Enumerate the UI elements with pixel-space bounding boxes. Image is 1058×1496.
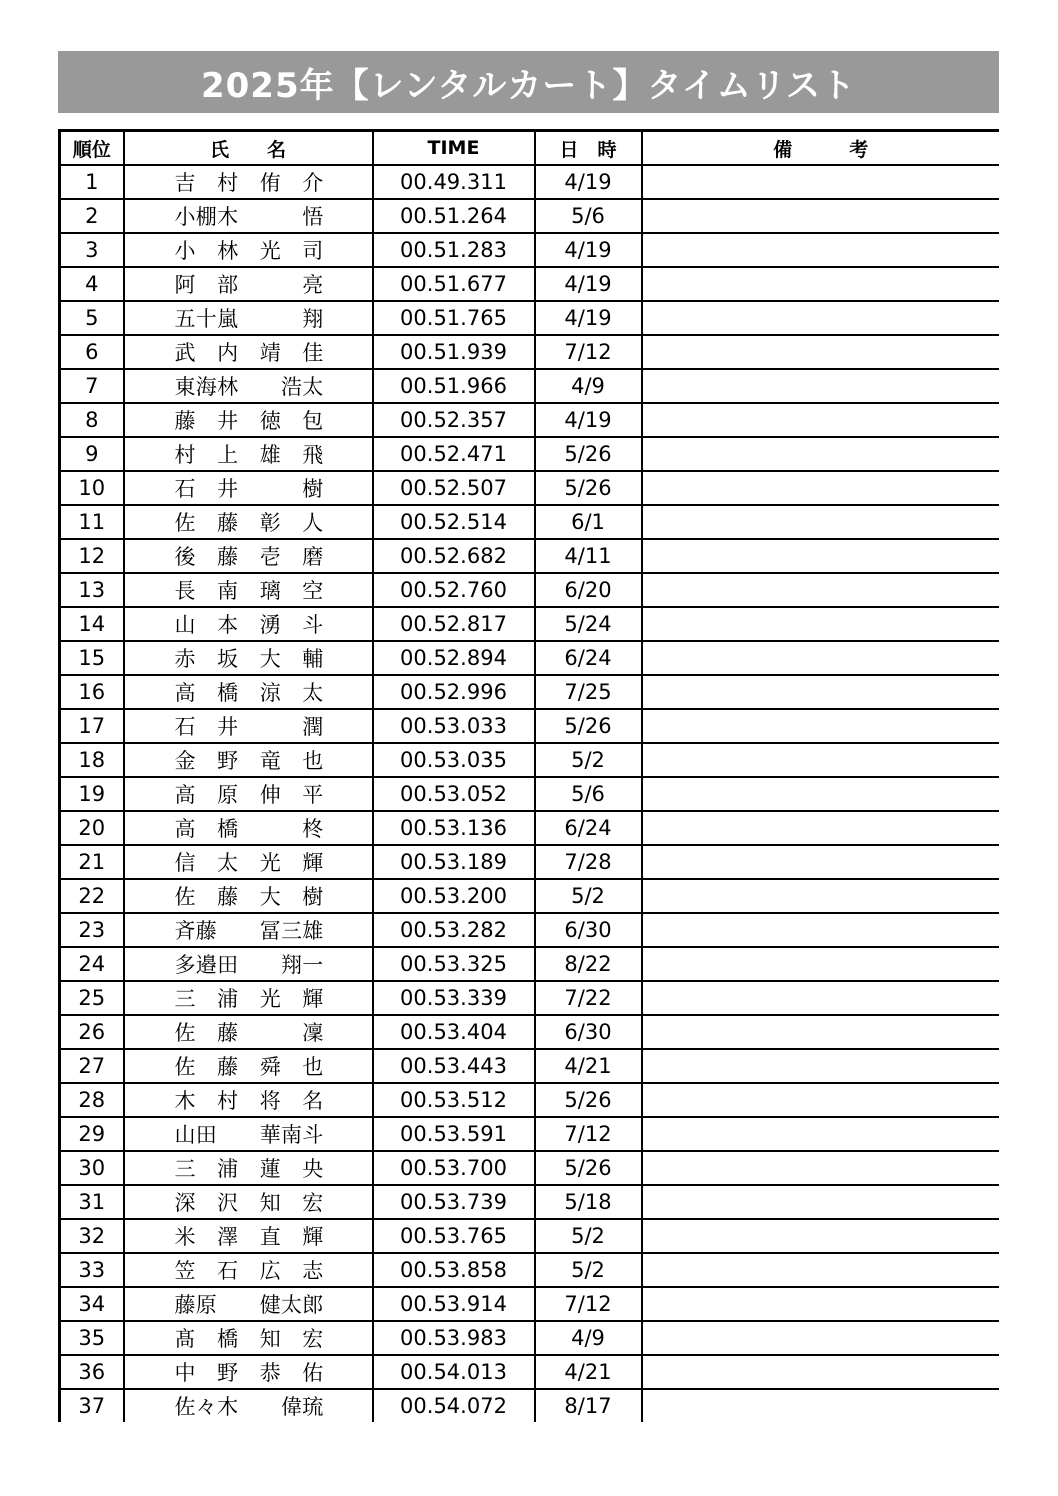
header-date: 日 時 xyxy=(535,131,642,166)
name-cell: 信 太 光 輝 xyxy=(124,845,373,879)
date-cell: 4/9 xyxy=(535,369,642,403)
table-row xyxy=(60,641,1000,675)
time-cell: 00.53.282 xyxy=(373,913,535,947)
time-cell: 00.53.512 xyxy=(373,1083,535,1117)
name-cell: 三 浦 蓮 央 xyxy=(124,1151,373,1185)
note-cell xyxy=(642,165,1000,199)
name-cell: 高 原 伸 平 xyxy=(124,777,373,811)
time-cell: 00.53.443 xyxy=(373,1049,535,1083)
date-cell: 5/6 xyxy=(535,199,642,233)
note-cell xyxy=(642,1321,1000,1355)
name-cell: 藤原 健太郎 xyxy=(124,1287,373,1321)
rank-cell: 5 xyxy=(60,301,124,335)
date-cell: 5/26 xyxy=(535,437,642,471)
date-cell: 7/12 xyxy=(535,1287,642,1321)
date-cell: 7/28 xyxy=(535,845,642,879)
rank-cell: 27 xyxy=(60,1049,124,1083)
name-cell: 深 沢 知 宏 xyxy=(124,1185,373,1219)
date-cell: 4/21 xyxy=(535,1049,642,1083)
note-cell xyxy=(642,811,1000,845)
table-row xyxy=(60,607,1000,641)
note-cell xyxy=(642,1253,1000,1287)
note-cell xyxy=(642,335,1000,369)
date-cell: 4/19 xyxy=(535,267,642,301)
name-cell: 阿 部 亮 xyxy=(124,267,373,301)
rank-cell: 18 xyxy=(60,743,124,777)
rank-cell: 2 xyxy=(60,199,124,233)
name-cell: 高 橋 柊 xyxy=(124,811,373,845)
rank-cell: 15 xyxy=(60,641,124,675)
table-row xyxy=(60,233,1000,267)
name-cell: 多邉田 翔一 xyxy=(124,947,373,981)
header-row xyxy=(60,131,1000,166)
date-cell: 8/17 xyxy=(535,1389,642,1422)
name-cell: 赤 坂 大 輔 xyxy=(124,641,373,675)
note-cell xyxy=(642,1389,1000,1422)
note-cell xyxy=(642,403,1000,437)
header-time: TIME xyxy=(373,131,535,166)
note-cell xyxy=(642,1355,1000,1389)
table-row xyxy=(60,1117,1000,1151)
date-cell: 4/21 xyxy=(535,1355,642,1389)
time-cell: 00.53.200 xyxy=(373,879,535,913)
page-title: 2025年【レンタルカート】タイムリスト xyxy=(200,65,857,106)
name-cell: 三 浦 光 輝 xyxy=(124,981,373,1015)
note-cell xyxy=(642,471,1000,505)
table-row xyxy=(60,1321,1000,1355)
note-cell xyxy=(642,437,1000,471)
date-cell: 6/24 xyxy=(535,641,642,675)
rank-cell: 12 xyxy=(60,539,124,573)
name-cell: 木 村 将 名 xyxy=(124,1083,373,1117)
time-cell: 00.52.817 xyxy=(373,607,535,641)
table-row xyxy=(60,1083,1000,1117)
rank-cell: 34 xyxy=(60,1287,124,1321)
name-cell: 高 橋 涼 太 xyxy=(124,675,373,709)
time-cell: 00.53.914 xyxy=(373,1287,535,1321)
table-row xyxy=(60,1253,1000,1287)
table-row xyxy=(60,1015,1000,1049)
rank-cell: 33 xyxy=(60,1253,124,1287)
table-row xyxy=(60,539,1000,573)
rank-cell: 28 xyxy=(60,1083,124,1117)
rank-cell: 1 xyxy=(60,165,124,199)
name-cell: 小棚木 悟 xyxy=(124,199,373,233)
table-row xyxy=(60,1389,1000,1422)
date-cell: 4/11 xyxy=(535,539,642,573)
time-cell: 00.51.765 xyxy=(373,301,535,335)
table-row xyxy=(60,267,1000,301)
name-cell: 髙 橋 知 宏 xyxy=(124,1321,373,1355)
note-cell xyxy=(642,369,1000,403)
table-row xyxy=(60,335,1000,369)
date-cell: 8/22 xyxy=(535,947,642,981)
table-row xyxy=(60,1355,1000,1389)
time-cell: 00.51.966 xyxy=(373,369,535,403)
rank-cell: 19 xyxy=(60,777,124,811)
time-cell: 00.52.514 xyxy=(373,505,535,539)
note-cell xyxy=(642,913,1000,947)
rank-cell: 11 xyxy=(60,505,124,539)
time-cell: 00.51.939 xyxy=(373,335,535,369)
time-cell: 00.51.677 xyxy=(373,267,535,301)
name-cell: 佐々木 偉琉 xyxy=(124,1389,373,1422)
note-cell xyxy=(642,675,1000,709)
name-cell: 石 井 樹 xyxy=(124,471,373,505)
name-cell: 佐 藤 舜 也 xyxy=(124,1049,373,1083)
name-cell: 五十嵐 翔 xyxy=(124,301,373,335)
name-cell: 金 野 竜 也 xyxy=(124,743,373,777)
table-row xyxy=(60,505,1000,539)
rank-cell: 23 xyxy=(60,913,124,947)
time-cell: 00.53.983 xyxy=(373,1321,535,1355)
note-cell xyxy=(642,267,1000,301)
time-cell: 00.51.283 xyxy=(373,233,535,267)
rank-cell: 35 xyxy=(60,1321,124,1355)
time-cell: 00.53.325 xyxy=(373,947,535,981)
time-cell: 00.52.894 xyxy=(373,641,535,675)
rank-cell: 24 xyxy=(60,947,124,981)
table-row xyxy=(60,675,1000,709)
name-cell: 藤 井 徳 包 xyxy=(124,403,373,437)
date-cell: 7/12 xyxy=(535,1117,642,1151)
table-row xyxy=(60,1185,1000,1219)
date-cell: 5/26 xyxy=(535,1083,642,1117)
name-cell: 佐 藤 大 樹 xyxy=(124,879,373,913)
rank-cell: 17 xyxy=(60,709,124,743)
note-cell xyxy=(642,199,1000,233)
note-cell xyxy=(642,947,1000,981)
date-cell: 7/22 xyxy=(535,981,642,1015)
note-cell xyxy=(642,1151,1000,1185)
time-cell: 00.52.760 xyxy=(373,573,535,607)
rank-cell: 6 xyxy=(60,335,124,369)
date-cell: 5/24 xyxy=(535,607,642,641)
name-cell: 米 澤 直 輝 xyxy=(124,1219,373,1253)
name-cell: 佐 藤 凜 xyxy=(124,1015,373,1049)
time-cell: 00.52.682 xyxy=(373,539,535,573)
name-cell: 中 野 恭 佑 xyxy=(124,1355,373,1389)
time-cell: 00.52.507 xyxy=(373,471,535,505)
time-cell: 00.54.013 xyxy=(373,1355,535,1389)
note-cell xyxy=(642,539,1000,573)
table-row xyxy=(60,403,1000,437)
note-cell xyxy=(642,1185,1000,1219)
time-cell: 00.54.072 xyxy=(373,1389,535,1422)
table-row xyxy=(60,913,1000,947)
name-cell: 山田 華南斗 xyxy=(124,1117,373,1151)
header-rank: 順位 xyxy=(60,131,124,166)
rank-cell: 21 xyxy=(60,845,124,879)
rank-cell: 3 xyxy=(60,233,124,267)
table-row xyxy=(60,709,1000,743)
date-cell: 5/2 xyxy=(535,743,642,777)
name-cell: 東海林 浩太 xyxy=(124,369,373,403)
note-cell xyxy=(642,1083,1000,1117)
date-cell: 6/20 xyxy=(535,573,642,607)
note-cell xyxy=(642,607,1000,641)
note-cell xyxy=(642,777,1000,811)
rank-cell: 9 xyxy=(60,437,124,471)
name-cell: 長 南 璃 空 xyxy=(124,573,373,607)
table-row xyxy=(60,301,1000,335)
date-cell: 5/2 xyxy=(535,1219,642,1253)
rank-cell: 8 xyxy=(60,403,124,437)
time-cell: 00.53.035 xyxy=(373,743,535,777)
header-note: 備 考 xyxy=(642,131,1000,166)
rank-cell: 26 xyxy=(60,1015,124,1049)
time-cell: 00.53.404 xyxy=(373,1015,535,1049)
date-cell: 7/12 xyxy=(535,335,642,369)
name-cell: 後 藤 壱 磨 xyxy=(124,539,373,573)
note-cell xyxy=(642,709,1000,743)
time-cell: 00.53.700 xyxy=(373,1151,535,1185)
rank-cell: 20 xyxy=(60,811,124,845)
note-cell xyxy=(642,573,1000,607)
table-row xyxy=(60,743,1000,777)
table-body xyxy=(60,165,1000,1422)
rank-cell: 32 xyxy=(60,1219,124,1253)
date-cell: 6/24 xyxy=(535,811,642,845)
table-row xyxy=(60,165,1000,199)
time-cell: 00.53.591 xyxy=(373,1117,535,1151)
date-cell: 4/19 xyxy=(535,403,642,437)
note-cell xyxy=(642,505,1000,539)
date-cell: 5/26 xyxy=(535,1151,642,1185)
time-cell: 00.53.858 xyxy=(373,1253,535,1287)
rank-cell: 22 xyxy=(60,879,124,913)
rank-cell: 13 xyxy=(60,573,124,607)
date-cell: 7/25 xyxy=(535,675,642,709)
table-row xyxy=(60,199,1000,233)
table-row xyxy=(60,777,1000,811)
rank-cell: 10 xyxy=(60,471,124,505)
time-cell: 00.52.996 xyxy=(373,675,535,709)
table-row xyxy=(60,573,1000,607)
note-cell xyxy=(642,301,1000,335)
table-row xyxy=(60,471,1000,505)
rank-cell: 36 xyxy=(60,1355,124,1389)
table-row xyxy=(60,947,1000,981)
rank-cell: 29 xyxy=(60,1117,124,1151)
table-row xyxy=(60,811,1000,845)
note-cell xyxy=(642,981,1000,1015)
note-cell xyxy=(642,1015,1000,1049)
table-row xyxy=(60,1287,1000,1321)
name-cell: 笠 石 広 志 xyxy=(124,1253,373,1287)
date-cell: 5/2 xyxy=(535,1253,642,1287)
title-banner xyxy=(58,51,999,113)
name-cell: 小 林 光 司 xyxy=(124,233,373,267)
rank-cell: 16 xyxy=(60,675,124,709)
note-cell xyxy=(642,233,1000,267)
time-cell: 00.53.136 xyxy=(373,811,535,845)
date-cell: 5/2 xyxy=(535,879,642,913)
date-cell: 4/9 xyxy=(535,1321,642,1355)
rank-cell: 7 xyxy=(60,369,124,403)
rank-cell: 14 xyxy=(60,607,124,641)
time-cell: 00.53.339 xyxy=(373,981,535,1015)
date-cell: 4/19 xyxy=(535,233,642,267)
name-cell: 佐 藤 彰 人 xyxy=(124,505,373,539)
time-cell: 00.51.264 xyxy=(373,199,535,233)
name-cell: 石 井 潤 xyxy=(124,709,373,743)
note-cell xyxy=(642,845,1000,879)
name-cell: 吉 村 侑 介 xyxy=(124,165,373,199)
time-cell: 00.52.357 xyxy=(373,403,535,437)
rank-cell: 37 xyxy=(60,1389,124,1422)
time-cell: 00.53.739 xyxy=(373,1185,535,1219)
note-cell xyxy=(642,641,1000,675)
name-cell: 武 内 靖 佳 xyxy=(124,335,373,369)
note-cell xyxy=(642,743,1000,777)
rank-cell: 25 xyxy=(60,981,124,1015)
date-cell: 5/18 xyxy=(535,1185,642,1219)
header-name: 氏 名 xyxy=(124,131,373,166)
date-cell: 6/30 xyxy=(535,913,642,947)
name-cell: 村 上 雄 飛 xyxy=(124,437,373,471)
note-cell xyxy=(642,1219,1000,1253)
time-cell: 00.53.765 xyxy=(373,1219,535,1253)
date-cell: 5/6 xyxy=(535,777,642,811)
time-list-table xyxy=(58,129,999,1422)
date-cell: 6/30 xyxy=(535,1015,642,1049)
date-cell: 4/19 xyxy=(535,165,642,199)
rank-cell: 31 xyxy=(60,1185,124,1219)
name-cell: 斉藤 冨三雄 xyxy=(124,913,373,947)
table-row xyxy=(60,369,1000,403)
rank-cell: 30 xyxy=(60,1151,124,1185)
name-cell: 山 本 湧 斗 xyxy=(124,607,373,641)
date-cell: 4/19 xyxy=(535,301,642,335)
time-list-table-container xyxy=(58,129,999,1429)
rank-cell: 4 xyxy=(60,267,124,301)
note-cell xyxy=(642,1287,1000,1321)
time-cell: 00.53.052 xyxy=(373,777,535,811)
table-row xyxy=(60,1219,1000,1253)
table-row xyxy=(60,981,1000,1015)
table-row xyxy=(60,845,1000,879)
table-row xyxy=(60,879,1000,913)
date-cell: 5/26 xyxy=(535,709,642,743)
table-row xyxy=(60,1151,1000,1185)
table-row xyxy=(60,1049,1000,1083)
time-cell: 00.52.471 xyxy=(373,437,535,471)
time-cell: 00.53.189 xyxy=(373,845,535,879)
note-cell xyxy=(642,1117,1000,1151)
date-cell: 6/1 xyxy=(535,505,642,539)
note-cell xyxy=(642,1049,1000,1083)
note-cell xyxy=(642,879,1000,913)
date-cell: 5/26 xyxy=(535,471,642,505)
time-cell: 00.49.311 xyxy=(373,165,535,199)
time-cell: 00.53.033 xyxy=(373,709,535,743)
table-row xyxy=(60,437,1000,471)
